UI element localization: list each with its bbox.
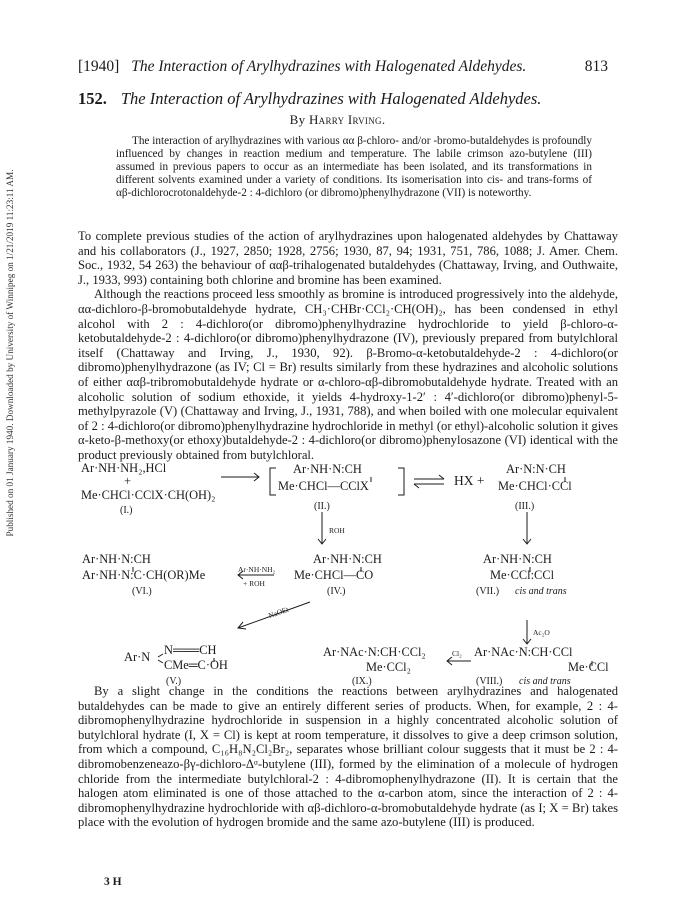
compound-ix-label: (IX.)	[352, 676, 372, 687]
compound-v-label: (V.)	[166, 676, 182, 687]
compound-viii-line2: Me·CCl	[568, 660, 609, 674]
compound-iii-line1: Ar·N:N·CH	[506, 462, 566, 476]
compound-vii-label: (VII.)	[476, 586, 500, 597]
equilibrium-bottom-head	[414, 484, 419, 488]
byline	[0, 112, 675, 128]
compound-i-line1: Ar·NH·NH₂,HCl	[81, 461, 167, 475]
compound-vi-line2: Ar·NH·N:C·CH(OR)Me	[82, 568, 206, 582]
signature-mark: 3 H	[104, 876, 122, 888]
reagent-naoet: NaOEt	[267, 604, 290, 621]
header-title: The Interaction of Arylhydrazines with Halogenated Aldehydes.	[131, 58, 527, 75]
compound-v-aryl: Ar·N	[124, 650, 151, 664]
paragraph-2: Although the reactions proceed less smoothly as bromine is introduced progressively into the aldehyde, αα-dichloro-β-bromobutaldehyde hydrate, CH₃·CHBr·CCl₂·CH(OH)₂, has been condensed in ethyl alcohol with 2 : 4-dichloro(or dibromo)phenylhydrazine hydrochloride to yield β-chloro-α-ketobutaldehyde-2 : 4-dichloro(or dibromo)phenylhydrazone (IV), previously prepared from butylchloral itself (Chattaway and Irving, J., 1930, 92). β-Bromo-α-ketobutaldehyde-2 : 4-dichloro(or dibromo)phenylhydrazone (as IV; Cl = Br) results similarly from these hydrazines and alcoholic solutions of either ααβ-tribromobutaldehyde hydrate or α-chloro-αβ-dibromobutaldehyde hydrate. Treated with an alcoholic solution of sodium ethoxide, it yields 4-hydroxy-1-2′ : 4′-dichloro(or dibromo)phenyl-5-methylpyrazole (V) (Chattaway and Irving, J., 1931, 788), and when boiled with one molecular equivalent of 2 : 4-dichloro(or dibromo)phenylhydrazine hydrochloride in methyl (or ethyl)-alcoholic solution it gives α-keto-β-methoxy(or ethoxy)butaldehyde-2 : 4-dichloro(or dibromo)phenylosazone (VI) identical with the product previously obtained from butylchloral.	[78, 287, 619, 462]
running-header	[78, 58, 608, 76]
compound-vii-line2: Me·CCl:CCl	[490, 568, 555, 582]
reagent-arylhydrazine: Ar·NH·NH₂	[238, 565, 276, 574]
header-year: [1940]	[78, 58, 120, 75]
equilibrium-top-head	[439, 475, 444, 479]
compound-viii-line1: Ar·NAc·N:CH·CCl	[474, 645, 573, 659]
compound-iv-label: (IV.)	[327, 586, 346, 597]
compound-vi-line1: Ar·NH·N:CH	[82, 552, 151, 566]
compound-v-line1: N═══CH	[164, 643, 217, 657]
compound-ii-line1: Ar·NH·N:CH	[293, 462, 362, 476]
reagent-chlorine: Cl₂	[452, 649, 462, 658]
reaction-scheme	[78, 461, 618, 687]
page-number: 813	[584, 58, 608, 75]
byline-by: By	[289, 112, 306, 127]
compound-i-plus: +	[124, 474, 131, 488]
author-name: Harry Irving.	[308, 112, 386, 127]
article-number: 152.	[78, 89, 107, 108]
download-watermark	[3, 118, 17, 588]
body-text-top	[78, 229, 618, 463]
article-title	[78, 89, 618, 109]
bond-v-top	[158, 654, 163, 657]
bond-v-bottom	[158, 660, 163, 663]
reagent-roh: ROH	[329, 526, 345, 535]
paragraph-1: To complete previous studies of the action of arylhydrazines upon halogenated aldehydes by Chattaway and his collaborators (J., 1927, 2850; 1928, 2756; 1930, 87, 94; 1931, 751, 786, 1088; J. Amer. Chem. Soc., 1932, 54 263) the behaviour of ααβ-trihalogenated butaldehydes (Chattaway, Irving, and Outhwaite, J., 1933, 993) containing both chlorine and bromine has been examined.	[78, 229, 618, 287]
compound-iii-label: (III.)	[515, 501, 535, 512]
hx-byproduct: HX +	[454, 473, 485, 488]
compound-vi-label: (VI.)	[132, 586, 152, 597]
compound-vii-isomers: cis and trans	[515, 586, 567, 597]
bracket-left	[270, 468, 276, 495]
compound-v-line2: CMe═C·OH	[164, 658, 228, 672]
compound-ii-line2: Me·CHCl—CClX	[278, 479, 369, 493]
reagent-roh-2: + ROH	[243, 579, 265, 588]
compound-iii-line2: Me·CHCl·CCl	[498, 479, 572, 493]
article-title-text: The Interaction of Arylhydrazines with Halogenated Aldehydes.	[120, 89, 542, 108]
compound-i-line2: Me·CHCl·CClX·CH(OH)₂	[81, 488, 216, 502]
abstract: The interaction of arylhydrazines with various αα β-chloro- and/or -bromo-butaldehydes is profoundly influenced by changes in reaction medium and temperature. The labile crimson azo-butylene (III) assumed in previous papers to occur as an intermediate has been isolated, and its transformations in different solvents examined under a variety of conditions. Its isomerisation into cis- and trans-forms of αβ-dichlorocrotonaldehyde-2 : 4-dichloro (or dibromo)phenylhydrazone (VII) is noteworthy.	[116, 135, 592, 200]
compound-viii-label: (VIII.)	[476, 676, 503, 687]
compound-i-label: (I.)	[120, 505, 133, 516]
compound-iv-line1: Ar·NH·N:CH	[313, 552, 382, 566]
compound-ii-label: (II.)	[314, 501, 330, 512]
bracket-right	[398, 468, 404, 495]
paragraph-3: By a slight change in the conditions the reactions between arylhydrazines and halogenated butaldehydes can be made to give an entirely different series of products. When, for example, 2 : 4-dibromophenylhydrazine hydrochloride in suspension in a highly concentrated alcoholic solution of butylchloral hydrate (I, X = Cl) is kept at room temperature, it dissolves to give a deep crimson solution, from which a compound, C₁₆H₈N₂Cl₂Br₂, separates whose brilliant colour suggests that it must be 2 : 4-dibromobenzeneazo-βγ-dichloro-Δᵅ-butylene (III), formed by the elimination of a molecule of hydrogen chloride from the intermediate butylchloral-2 : 4-dibromophenylhydrazone (II). It is certain that the halogen atom eliminated is one of those attached to the α-carbon atom, since the interaction of 2 : 4-dibromophenylhydrazine hydrochloride with αβ-dichloro-α-bromobutaldehyde hydrate (as I; X = Br) takes place with the evolution of hydrogen bromide and the same azo-butylene (III) is produced.	[78, 684, 618, 830]
compound-vii-line1: Ar·NH·N:CH	[483, 552, 552, 566]
compound-viii-isomers: cis and trans	[519, 676, 571, 687]
compound-iv-line2: Me·CHCl—CO	[294, 568, 374, 582]
compound-ix-line1: Ar·NAc·N:CH·CCl₂	[323, 645, 426, 659]
watermark-text: Published on 01 January 1940. Downloaded by University of Winnipeg on 1/21/2019 11:23:11 AM.	[5, 169, 15, 537]
compound-ix-line2: Me·CCl₂	[366, 660, 411, 674]
reagent-ac2o: Ac₂O	[533, 628, 550, 637]
